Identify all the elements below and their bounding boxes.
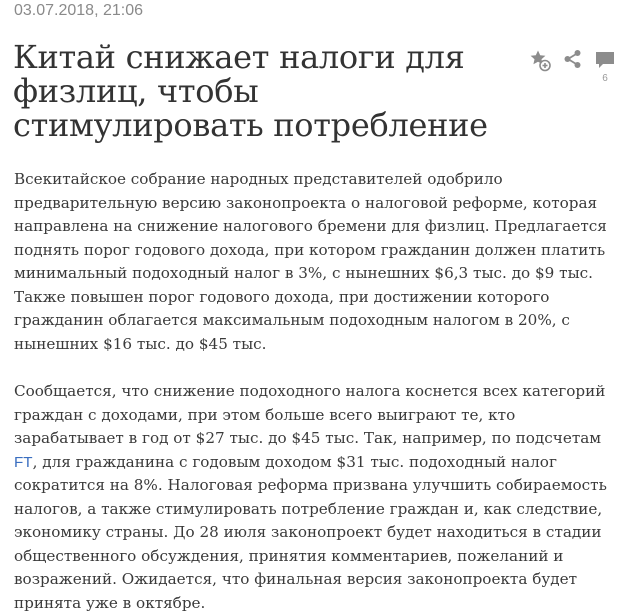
paragraph-text: Сообщается, что снижение подоходного налога коснется всех категорий граждан с доходами, при этом больше всего выиграют те, кто зарабатывает в год от $27 тыс. до $45 тыс. Так, например, по подсчетам [14, 382, 606, 447]
add-to-favorites-button[interactable] [528, 48, 552, 72]
comment-count: 6 [602, 73, 608, 84]
source-link-ft[interactable]: FT [14, 453, 33, 471]
article-date: 03.07.2018, 21:06 [14, 2, 144, 19]
article-body [14, 168, 619, 615]
article-actions [525, 48, 625, 88]
share-button[interactable] [561, 48, 585, 72]
comments-button[interactable] [593, 48, 617, 72]
comment-bubble-icon [593, 48, 617, 72]
share-icon [561, 48, 585, 72]
paragraph-text: , для гражданина с годовым доходом $31 тыс. подоходный налог сократится на 8%. Налоговая реформа призвана улучшить собираемость налогов, а также стимулировать потребление граждан и, как следствие, экономику страны. До 28 июля законопроект будет находиться в стадии общественного обсуждения, принятия комментариев, пожеланий и возражений. Ожидается, что финальная версия законопроекта будет принята уже в октябре. [14, 452, 607, 612]
article-paragraph: Всекитайское собрание народных представителей одобрило предварительную версию законопроекта о налоговой реформе, которая направлена на снижение налогового бремени для физлиц. Предлагается поднять порог годового дохода, при котором гражданин должен платить минимальный подоходный налог в 3%, с нынешних $6,3 тыс. до $9 тыс. Также повышен порог годового дохода, при достижении которого гражданин облагается максимальным подоходным налогом в 20%, с нынешних $16 тыс. до $45 тыс. [14, 170, 607, 353]
star-plus-icon [528, 48, 552, 72]
article-title: Китай снижает налоги для физлиц, чтобы стимулировать потребление [13, 38, 488, 144]
